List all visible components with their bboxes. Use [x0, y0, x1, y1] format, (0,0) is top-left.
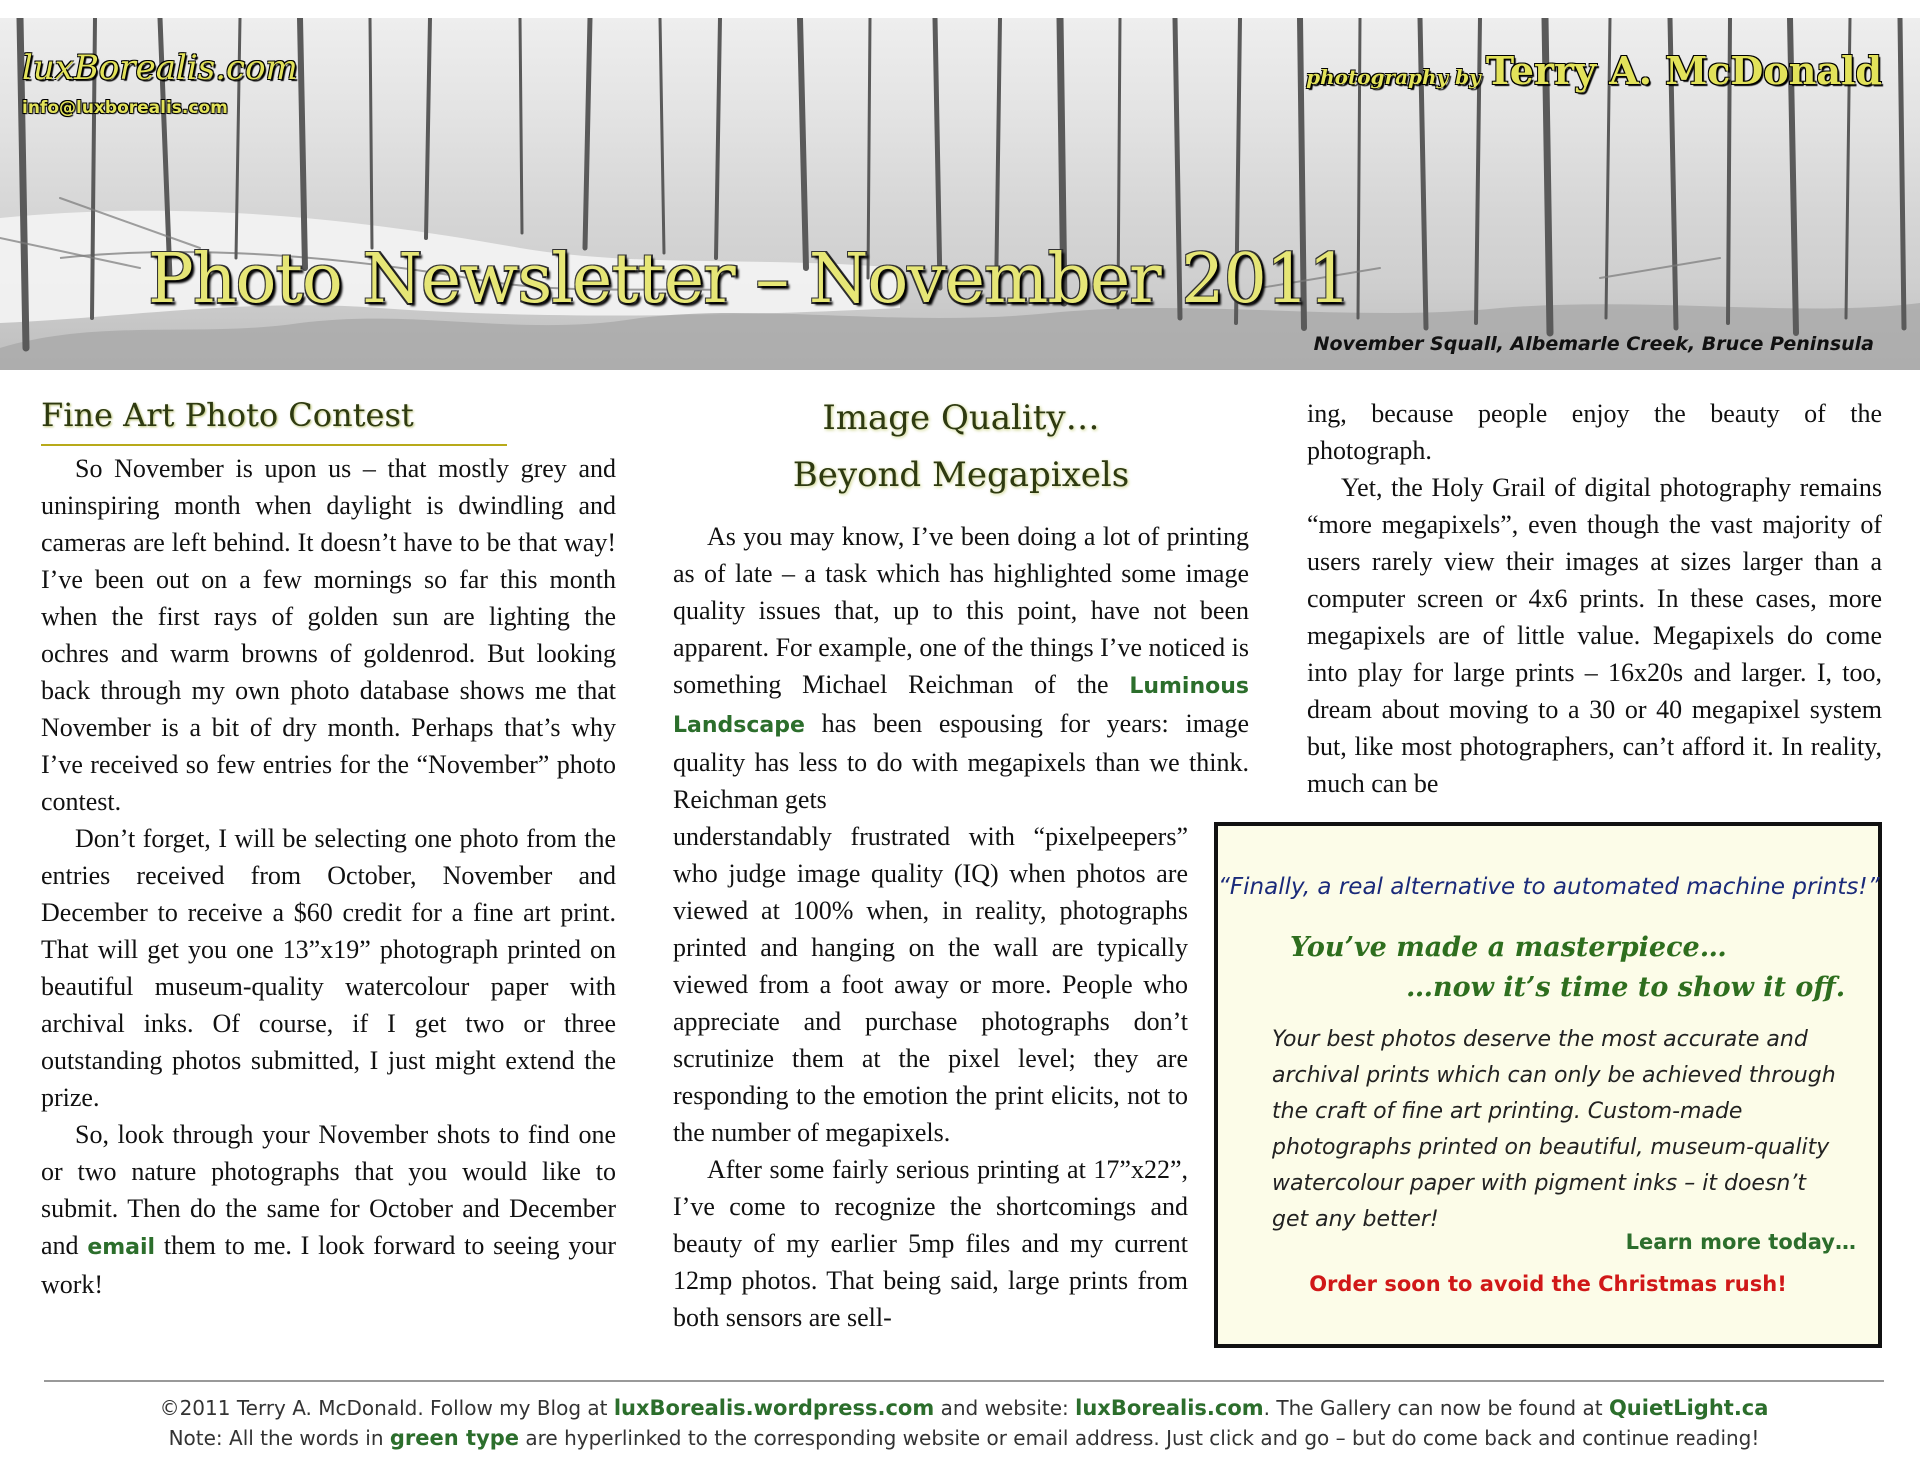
- contest-paragraph-1: So November is upon us – that mostly grey and uninspiring month when daylight is dwindling and cameras are left behind. It doesn’t have to be that way! I’ve been out on a few mornings so far this month when the first rays of golden sun are lighting the ochres and warm browns of goldenrod. But looking back through my own photo database shows me that November is a bit of dry month. Perhaps that’s why I’ve received so few entries for the “November” photo contest.: [41, 454, 616, 816]
- blog-link[interactable]: luxBorealis.wordpress.com: [613, 1396, 935, 1420]
- footer-website-label: and website:: [940, 1396, 1069, 1420]
- photo-caption: November Squall, Albemarle Creek, Bruce Peninsula: [1313, 333, 1874, 355]
- iq-col3-paragraph-2: Yet, the Holy Grail of digital photography remains “more megapixels”, even though the vast majority of users rarely view their images at sizes larger than a computer screen or 4x6 prints. In these cases, more megapixels are of little value. Megapixels do come into play for large prints – 16x20s and larger. I, too, dream about moving to a 30 or 40 megapixel system but, like most photographers, can’t afford it. In reality, much can be: [1307, 473, 1882, 798]
- contest-heading: Fine Art Photo Contest: [41, 396, 414, 434]
- photographer-byline: [1306, 48, 1882, 93]
- image-quality-column-continued: [1307, 395, 1882, 802]
- luminous-landscape-link[interactable]: Luminous Landscape: [673, 674, 1249, 738]
- image-quality-column: [673, 518, 1249, 1336]
- gallery-link[interactable]: QuietLight.ca: [1608, 1396, 1769, 1420]
- iq-p1-continued: understandably frustrated with “pixelpeepers” who judge image quality (IQ) when photos are viewed at 100% when, in reality, photographs printed and hanging on the wall are typically viewed from a foot away or more. People who appreciate and purchase photographs don’t scrutinize them at the pixel level; they are responding to the emotion the print elicits, not to the number of megapixels.: [673, 822, 1188, 1147]
- contest-p3-text-a: So, look through your November shots to find one or two nature photographs that you would like to submit. Then do the same for October and December and: [41, 1120, 616, 1260]
- footer-line-2: [44, 1426, 1884, 1450]
- ad-quote: “Finally, a real alternative to automated machine prints!”: [1218, 874, 1880, 900]
- footer-gallery-label: . The Gallery can now be found at: [1263, 1396, 1603, 1420]
- footer-copyright: ©2011 Terry A. McDonald. Follow my Blog at: [159, 1396, 608, 1420]
- byline-prefix: photography by: [1306, 65, 1481, 89]
- green-type-example: green type: [389, 1426, 520, 1450]
- iq-col3-paragraph-1: ing, because people enjoy the beauty of the photograph.: [1307, 399, 1882, 465]
- iq-p1-text-a: As you may know, I’ve been doing a lot of printing as of late – a task which has highlighted some image quality issues that, up to this point, have not been apparent. For example, one of the things I’ve noticed is something Michael Reichman of the: [673, 522, 1249, 699]
- newsletter-title: Photo Newsletter – November 2011: [148, 240, 1351, 319]
- photographer-name: Terry A. McDonald: [1485, 48, 1882, 93]
- contest-paragraph-3: [41, 1116, 616, 1303]
- header-photo: [0, 18, 1920, 370]
- image-quality-paragraph-2: After some fairly serious printing at 17”x22”, I’ve come to recognize the shortcomings and beauty of my earlier 5mp files and my current 12mp photos. That being said, large prints from both sensors are sell-: [673, 1155, 1188, 1332]
- footer-note-b: are hyperlinked to the corresponding website or email address. Just click and go – but do come back and continue reading!: [525, 1426, 1760, 1450]
- fine-art-print-ad: [1214, 822, 1882, 1348]
- image-quality-paragraph-1: [673, 518, 1249, 818]
- email-link[interactable]: email: [87, 1235, 156, 1260]
- contest-p3-text-b: them to me. I look forward to seeing your work!: [41, 1231, 617, 1299]
- learn-more-link[interactable]: Learn more today…: [1625, 1230, 1856, 1254]
- iq-narrow-block: [673, 818, 1188, 1336]
- iq-p1-text-b: has been espousing for years: image quality has less to do with megapixels than we think. Reichman gets: [673, 709, 1249, 814]
- website-link[interactable]: luxBorealis.com: [1075, 1396, 1264, 1420]
- contest-paragraph-2: Don’t forget, I will be selecting one photo from the entries received from October, November and December to receive a $60 credit for a fine art print. That will get you one 13”x19” photograph printed on beautiful museum-quality watercolour paper with archival inks. Of course, if I get two or three outstanding photos submitted, I just might extend the prize.: [41, 824, 616, 1112]
- ad-headline-1: You’ve made a masterpiece…: [1290, 932, 1727, 963]
- ad-headline-2: …now it’s time to show it off.: [1406, 972, 1846, 1003]
- image-quality-heading-line2: Beyond Megapixels: [792, 455, 1130, 495]
- site-logo[interactable]: luxBorealis.com: [22, 48, 298, 88]
- order-soon-notice: Order soon to avoid the Christmas rush!: [1309, 1272, 1787, 1296]
- ad-body-text: Your best photos deserve the most accurate and archival prints which can only be achieved through the craft of fine art printing. Custom-made photographs printed on beautiful, museum-quality watercolour paper with pigment inks – it doesn’t get any better!: [1272, 1027, 1836, 1232]
- contest-column: [41, 450, 616, 1303]
- footer-line-1: [44, 1396, 1884, 1420]
- footer-divider: [44, 1380, 1884, 1382]
- contest-heading-rule: [41, 444, 507, 446]
- contact-email-link[interactable]: info@luxborealis.com: [22, 98, 228, 118]
- footer-note-a: Note: All the words in: [168, 1426, 384, 1450]
- image-quality-heading-line1: Image Quality…: [822, 398, 1100, 438]
